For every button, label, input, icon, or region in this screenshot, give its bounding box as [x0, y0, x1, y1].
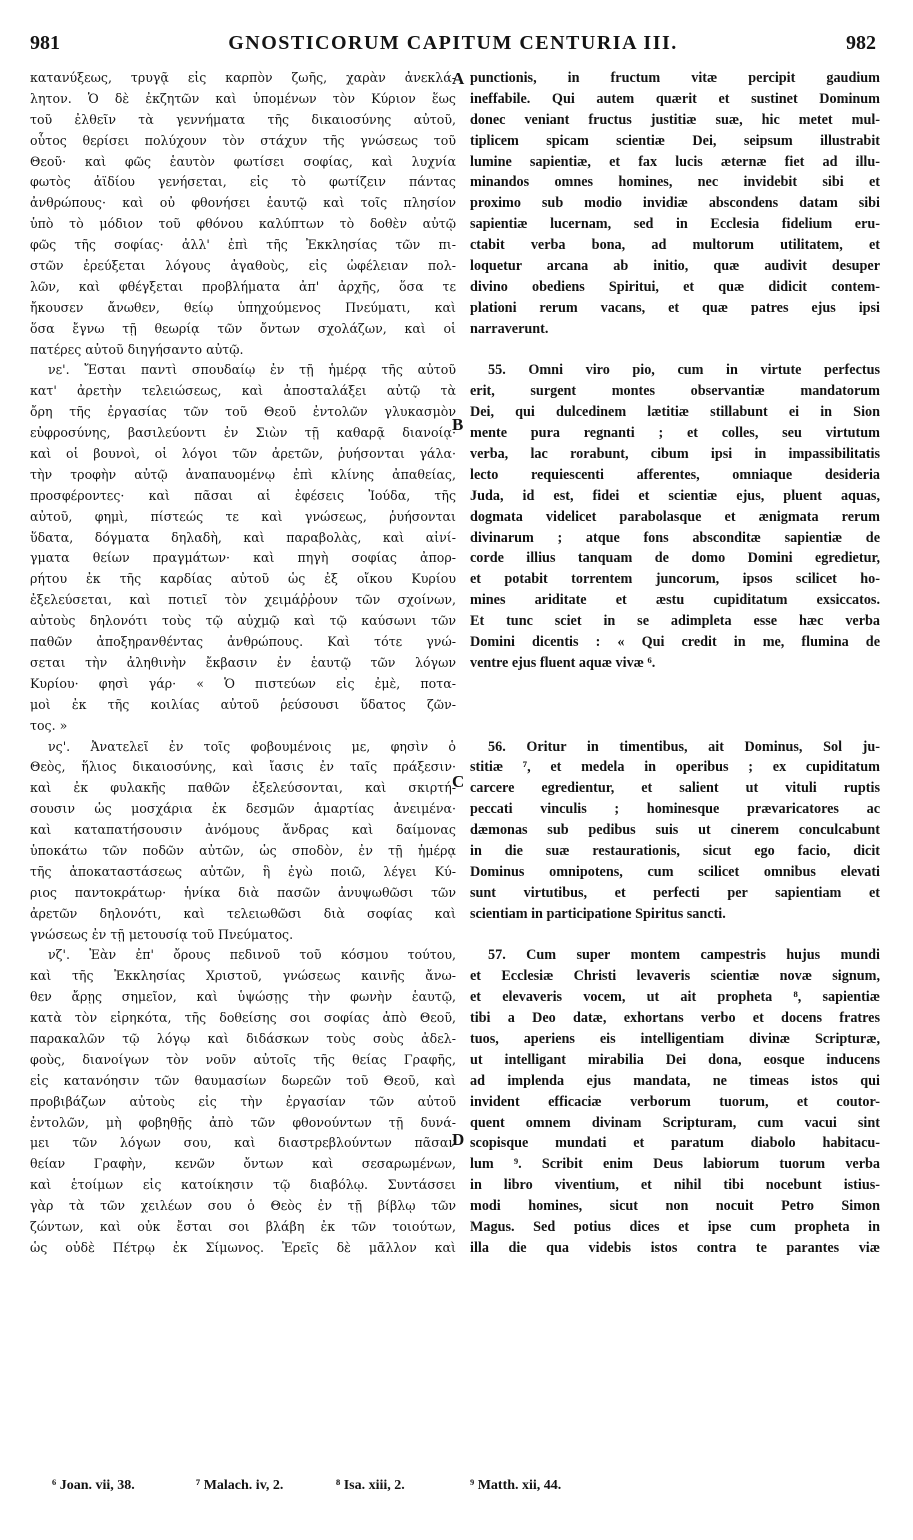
- latin-line: tibi a Deo datæ, exhortans verbo et docens fratres: [470, 1010, 880, 1027]
- greek-line: κατὰ τὸν εἰρηκότα, τῆς δοθείσης σοι σοφίας ἀπὸ Θεοῦ,: [30, 1010, 456, 1026]
- greek-line: οὗτος θερίσει πολύχουν τὸν στάχυν τῆς γνώσεως τοῦ: [30, 132, 456, 148]
- greek-line: ἐντολῶν, μὴ φοβηθῇς ἀπὸ τῶν φθονούντων τῇ δυνά-: [30, 1114, 456, 1130]
- greek-line: ὑπὸ τὸ μόδιον τοῦ φθόνου καλύπτων τὸ δοθὲν αὐτῷ: [30, 216, 456, 232]
- greek-line: ὑποκάτω τῶν ποδῶν αὐτῶν, ὡς σποδὸν, ἐν τῇ ἡμέρᾳ: [30, 842, 456, 858]
- greek-line: νς'. Ἀνατελεῖ ἐν τοῖς φοβουμένοις με, φησὶν ὁ: [48, 738, 456, 754]
- latin-line: in libro viventium, et nihil tibi nocebunt istius-: [470, 1177, 880, 1194]
- greek-line: πατέρες αὐτοῦ διηγήσαντο αὐτῷ.: [30, 341, 244, 357]
- greek-line: εὐφροσύνης, βασιλεύοντι ἐν Σιὼν τῇ καθαρᾷ διανοίᾳ·: [30, 425, 456, 441]
- latin-line: Dei, qui dulcedinem lætitiæ stillabunt ei in Sion: [470, 404, 880, 421]
- greek-line: φωτὸς ἀϊδίου γενήσεται, εἰς τὸ φωτίζειν πάντας: [30, 174, 456, 190]
- greek-line: ἀνθρώπους· καὶ οὐ φθονήσει ἑαυτῷ καὶ τοῖς πλησίον: [30, 195, 456, 211]
- latin-line: dæmonas sub pedibus suis ut cinerem conculcabunt: [470, 822, 880, 839]
- blank-line: [470, 716, 880, 737]
- footnote: ⁷ Malach. iv, 2.: [196, 1478, 284, 1493]
- latin-line: divino obediens Spiritui, et quæ didicit contem-: [470, 278, 880, 295]
- blank-line: [470, 340, 880, 361]
- greek-line: ἀρετῶν δηλονότι, καὶ τελειωθῶσι διὰ σοφίας καὶ: [30, 905, 456, 921]
- greek-line: γνώσεως ἐν τῇ μετουσίᾳ τοῦ Πνεύματος.: [30, 926, 294, 942]
- greek-line: λῶν, καὶ φθέγξεται προβλήματα ἀπ' ἀρχῆς, ὅσα τε: [30, 278, 456, 294]
- latin-line: sunt virtutibus, et perfecti per sapientiam et: [470, 884, 880, 901]
- latin-line: 55. Omni viro pio, cum in virtute perfectus: [488, 362, 880, 379]
- latin-line: lecto requiescenti afferentes, omniaque desideria: [470, 466, 880, 483]
- greek-line: γματα θείων πραγμάτων· καὶ πηγὴ σοφίας ἀπορ-: [30, 550, 456, 566]
- greek-line: φοὺς, διανοίγων τὸν νοῦν αὐτοῖς τῆς θείας Γραφῆς,: [30, 1051, 456, 1067]
- page-number-right: 982: [845, 32, 876, 54]
- latin-line: tuos, aperiens eis intelligentiam divinæ Scripturæ,: [470, 1030, 880, 1047]
- greek-line: θείαν Γραφὴν, κενῶν ὄντων καὶ σεσαρωμένων,: [30, 1156, 456, 1172]
- latin-line: peccati vinculis ; hominesque prævaricatores ac: [470, 801, 880, 818]
- greek-line: Θεὸς, ἥλιος δικαιοσύνης, καὶ ἴασις ἐν ταῖς πράξεσιν·: [30, 759, 456, 775]
- greek-line: αὐτοὺς δηλονότι τοὺς τῷ αὐχμῷ καὶ τῷ καύσωνι τῶν: [30, 613, 456, 629]
- greek-line: προβιβάζων αὐτοὺς εἰς τὴν ἐργασίαν τῶν αὐτοῦ: [30, 1093, 456, 1109]
- latin-line: Magus. Sed potius dices et ipse cum propheta in: [470, 1218, 880, 1235]
- greek-line: τοῦ ἐλθεῖν τὰ γεννήματα τῆς δικαιοσύνης αὐτοῦ,: [30, 111, 456, 127]
- latin-line: erit, surgent montes observantiæ mandatorum: [470, 383, 880, 400]
- greek-line: προσφέροντες· καὶ πᾶσαι αἱ ἐφέσεις Ἰούδα, τῆς: [30, 487, 456, 503]
- latin-line: verba, lac rorabunt, cibum ipsi in impassibilitatis: [470, 446, 880, 463]
- greek-line: μοὶ ἐκ τῆς κοιλίας αὐτοῦ ῥεύσουσι ὕδατος ζῶν-: [30, 696, 456, 712]
- latin-line: et potabit torrentem juncorum, ipsos scilicet ho-: [470, 571, 880, 588]
- latin-line: quent omnem divinam Scripturam, cum vacui sint: [470, 1114, 880, 1131]
- greek-line: τὴν τροφὴν αὐτῷ ἀναπαυομένῳ ἐπὶ κλίνης ἀπαθείας,: [30, 466, 456, 482]
- latin-line: plationi rerum vacans, et quæ patres ejus ipsi: [470, 299, 880, 316]
- latin-line: stitiæ ⁷, et medela in operibus ; ex cupiditatum: [470, 759, 880, 776]
- greek-line: παρακαλῶν τῷ λόγῳ καὶ διδάσκων τοὺς σοὺς ἀδελ-: [30, 1030, 456, 1046]
- footnote: ⁹ Matth. xii, 44.: [470, 1478, 562, 1493]
- latin-line: lumine sapientiæ, et fax lucis æternæ fiet ad illu-: [470, 153, 880, 170]
- greek-line: νζ'. Ἐὰν ἐπ' ὄρους πεδινοῦ τοῦ κόσμου τούτου,: [48, 947, 456, 963]
- latin-line: divinarum ; atque fons absconditæ sapientiæ de: [470, 529, 880, 546]
- latin-line: scopisque mundati et paratum diabolo habitacu-: [470, 1135, 880, 1152]
- latin-text-column: [470, 68, 880, 1259]
- greek-line: κατανύξεως, τρυγᾷ εἰς καρπὸν ζωῆς, χαρὰν ἀνεκλά-: [30, 70, 456, 85]
- greek-line: Θεοῦ· καὶ φῶς ἑαυτὸν φωτίσει σοφίας, καὶ λυχνία: [30, 153, 456, 169]
- greek-line: καὶ οἱ βουνοὶ, οἱ λόγοι τῶν ἀρετῶν, ῥυήσονται γάλα·: [30, 446, 456, 462]
- greek-line: παθῶν ἀποξηρανθέντας ἀνθρώπους. Καὶ τότε γνώ-: [30, 634, 456, 650]
- greek-line: καὶ καταπατήσουσιν ἀνόμους ἄνδρας καὶ δαίμονας: [30, 822, 456, 838]
- greek-line: γὰρ τὰ τῶν χειλέων σου ὁ Θεὸς ἐν τῇ βίβλῳ τῶν: [30, 1198, 456, 1214]
- greek-text-column: [30, 68, 456, 1259]
- greek-line: μει τῶν λόγων σου, καὶ διαστρεβλούντων πᾶσαν: [30, 1135, 456, 1151]
- latin-line: Juda, id est, fidei et scientiæ ejus, pluent aquas,: [470, 487, 880, 504]
- page-number-left: 981: [30, 32, 60, 54]
- latin-line: ctabit verba bona, ad multorum utilitatem, et: [470, 237, 880, 254]
- greek-line: λητον. Ὁ δὲ ἐκζητῶν καὶ ὑπομένων τὸν Κύριον ἕως: [30, 90, 456, 106]
- latin-line: minandos omnes homines, nec invidebit sibi et: [470, 174, 880, 191]
- greek-line: τῆς ἀποκαταστάσεως αὐτῶν, ἣ ἐγὼ ποιῶ, λέγει Κύ-: [30, 863, 456, 879]
- greek-line: Κυρίου· φησὶ γάρ· « Ὁ πιστεύων εἰς ἐμὲ, ποτα-: [30, 675, 456, 691]
- greek-line: θεν ἄρῃς σημεῖον, καὶ ὑψώσῃς τὴν φωνὴν ἑαυτῷ,: [30, 989, 456, 1005]
- blank-line: [470, 925, 880, 946]
- latin-line: proximo sub modio invidiæ abscondens datam sibi: [470, 195, 880, 212]
- latin-line: invident efficaciæ verborum tuorum, et coutor-: [470, 1093, 880, 1110]
- greek-line: κατ' ἀρετὴν τελειώσεως, καὶ ἀποσταλάξει αὐτῷ τὰ: [30, 383, 456, 399]
- latin-line: tiplicem spicam scientiæ Dei, seipsum illustrabit: [470, 132, 880, 149]
- margin-marker-c: C: [452, 772, 465, 791]
- greek-line: καὶ τῆς Ἐκκλησίας Χριστοῦ, γνώσεως καινῆς ἄνω-: [30, 968, 456, 984]
- latin-line: ventre ejus fluent aquæ vivæ ⁶.: [470, 654, 656, 671]
- greek-line: ριος παντοκράτωρ· ἡνίκα διὰ πασῶν ἀνυψωθῶσι τῶν: [30, 884, 456, 900]
- latin-line: sapientiæ lucernam, sed in Ecclesia fidelium eru-: [470, 216, 880, 233]
- greek-line: εἰς κατανόησιν τῶν θαυμασίων δωρεῶν τοῦ Θεοῦ, καὶ: [30, 1072, 456, 1088]
- greek-line: ζώντων, καὶ οὐκ ἔσται σοι βλάβη ἐκ τῶν τοιούτων,: [30, 1218, 456, 1234]
- latin-line: ineffabile. Qui autem quærit et sustinet Dominum: [470, 90, 880, 107]
- latin-line: in die suæ restaurationis, sicut ego facio, dicit: [470, 842, 880, 859]
- latin-line: corde illius tanquam de domo Domini egredietur,: [470, 550, 880, 567]
- greek-line: ὄρη τῆς ἐργασίας τῶν τοῦ Θεοῦ ἐντολῶν γλυκασμὸν: [30, 404, 456, 420]
- latin-line: ad implenda ejus mandata, ne timeas istos qui: [470, 1072, 880, 1089]
- greek-line: νε'. Ἔσται παντὶ σπουδαίῳ ἐν τῇ ἡμέρᾳ τῆς αὐτοῦ: [48, 362, 456, 378]
- greek-line: ἐξελεύσεται, καὶ ποτιεῖ τὸν χειμάῤῥουν τῶν σχοίνων,: [30, 592, 456, 608]
- latin-line: punctionis, in fructum vitæ percipit gaudium: [470, 70, 880, 86]
- latin-line: mines ariditate et æstu cupiditatum exsiccatos.: [470, 592, 880, 609]
- latin-line: donec veniant fructus justitiæ suæ, hic metet mul-: [470, 111, 880, 128]
- latin-line: loquetur arcana ab initio, quæ audivit desuper: [470, 258, 880, 275]
- latin-line: modi homines, sicut non nocuit Petro Simon: [470, 1198, 880, 1215]
- greek-line: ἤκουσεν ἄνωθεν, θείῳ ὑπηχούμενος Πνεύματι, καὶ: [30, 299, 456, 315]
- greek-line: καὶ ἐκ φυλακῆς παθῶν ἐξελεύσονται, καὶ σκιρτή-: [30, 780, 456, 796]
- latin-line: Domini dicentis : « Qui credit in me, flumina de: [470, 634, 880, 651]
- greek-line: ρήτου ἐκ τῆς καρδίας αὐτοῦ ὡς ἐξ οἴκου Κυρίου: [30, 571, 456, 587]
- greek-line: σεται τὴν ἀληθινὴν ἔκβασιν ἐν ἑαυτῷ τῶν λόγων: [30, 654, 456, 670]
- latin-line: 56. Oritur in timentibus, ait Dominus, Sol ju-: [488, 738, 880, 755]
- greek-line: στῶν ἐρεύξεται λόγους ἀγαθοὺς, εἰς ὠφέλειαν πολ-: [30, 258, 456, 274]
- latin-line: 57. Cum super montem campestris hujus mundi: [488, 947, 880, 964]
- greek-line: τος. »: [30, 717, 68, 733]
- margin-marker-d: D: [452, 1130, 465, 1149]
- greek-line: αὐτοῦ, φημὶ, πίστεώς τε καὶ γνώσεως, ῥυήσονται: [30, 508, 456, 524]
- latin-line: et Ecclesiæ Christi levaveris scientiæ novæ signum,: [470, 968, 880, 985]
- blank-line: [470, 695, 880, 716]
- latin-line: lum ⁹. Scribit enim Deus labiorum tuorum verba: [470, 1156, 880, 1173]
- greek-line: ὅσα ἔγνω τῇ θεωρίᾳ τῶν ὄντων σχολάζων, καὶ οἱ: [30, 320, 456, 336]
- footnote: ⁸ Isa. xiii, 2.: [336, 1478, 405, 1493]
- latin-line: illa die qua videbis istos contra te parantes viæ: [470, 1239, 880, 1256]
- margin-marker-b: B: [452, 415, 464, 434]
- footnote: ⁶ Joan. vii, 38.: [52, 1478, 135, 1493]
- greek-line: σουσιν ὡς μοσχάρια ἐκ δεσμῶν ἁμαρτίας ἀνειμένα·: [30, 801, 456, 817]
- latin-line: narraverunt.: [470, 320, 549, 337]
- greek-line: ὡς οὐδὲ Πέτρῳ ἐκ Σίμωνος. Ἐρεῖς δὲ μᾶλλον καὶ: [30, 1239, 456, 1255]
- page-header: [30, 32, 876, 58]
- latin-line: mente pura regnanti ; et colles, seu virtutum: [470, 425, 880, 442]
- greek-line: καὶ ἑτοίμων εἰς κατοίκησιν τῷ διαβόλῳ. Συντάσσει: [30, 1177, 456, 1193]
- latin-line: carcere egredientur, et salient ut vituli ruptis: [470, 780, 880, 797]
- greek-line: ὕδατα, δόγματα δηλαδὴ, καὶ παραβολὰς, καὶ αἰνί-: [30, 529, 456, 545]
- latin-line: scientiam in participatione Spiritus sancti.: [470, 905, 726, 922]
- latin-line: et elevaveris vocem, ut ait propheta ⁸, sapientiæ: [470, 989, 880, 1006]
- running-title: GNOSTICORUM CAPITUM CENTURIA III.: [228, 32, 678, 54]
- greek-line: φῶς τῆς σοφίας· ἀλλ' ἐπὶ τῆς Ἐκκλησίας τῶν πι-: [30, 237, 456, 253]
- latin-line: ut intelligant mirabilia Dei dona, eosque inducens: [470, 1051, 880, 1068]
- margin-marker-a: A: [452, 69, 465, 88]
- blank-line: [470, 674, 880, 695]
- latin-line: Et tunc sciet in se adimpleta esse hæc verba: [470, 613, 880, 630]
- latin-line: Dominus omnipotens, cum scilicet omnibus elevati: [470, 863, 880, 880]
- latin-line: dogmata videlicet parabolasque et ænigmata rerum: [470, 508, 880, 525]
